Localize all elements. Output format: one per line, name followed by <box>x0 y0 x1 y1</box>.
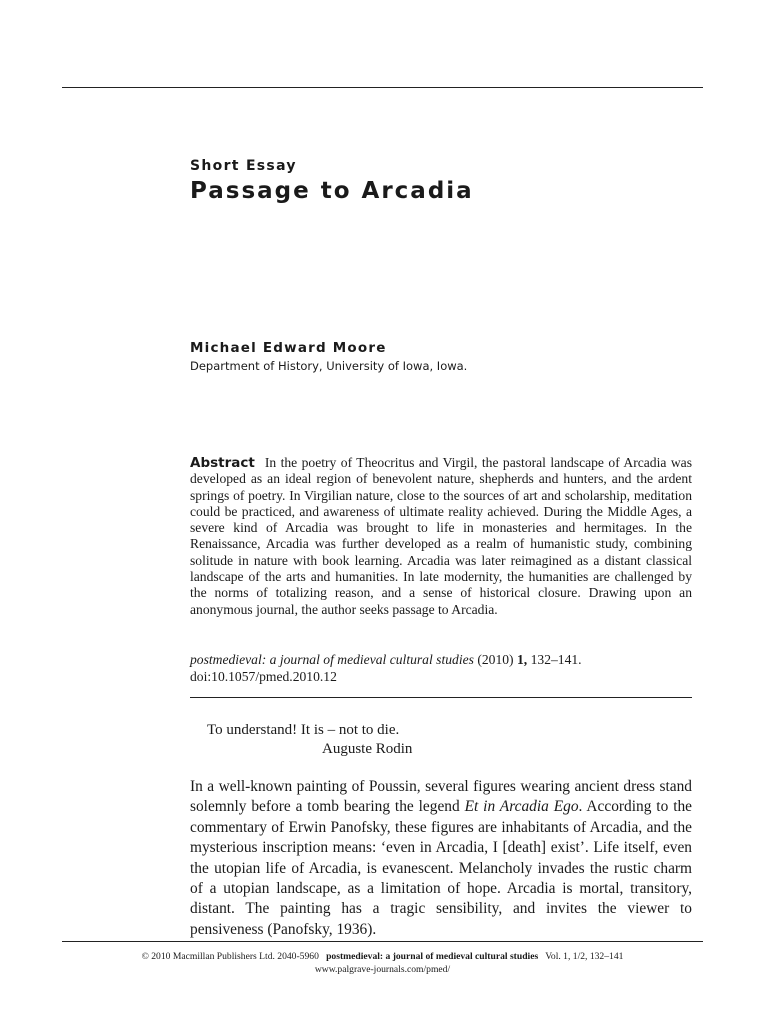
abstract-divider <box>190 697 692 698</box>
citation-year: (2010) <box>477 652 514 667</box>
citation-pages: 132–141. <box>530 652 582 667</box>
citation-volume: 1, <box>516 652 528 667</box>
citation-journal: postmedieval: a journal of medieval cultural studies <box>190 652 474 667</box>
author-affiliation: Department of History, University of Iowa, Iowa. <box>190 359 468 373</box>
section-label: Short Essay <box>190 158 297 174</box>
author-name: Michael Edward Moore <box>190 340 387 356</box>
painting-legend: Et in Arcadia Ego <box>464 798 579 816</box>
abstract-label: Abstract <box>190 455 255 471</box>
body-text-part-1: In a well-known painting of Poussin, several figures wearing ancient dress stand solemnly before a tomb bearing the legend <box>190 778 692 816</box>
body-paragraph <box>190 777 692 940</box>
page-footer <box>62 951 703 976</box>
article-title: Passage to Arcadia <box>190 178 474 204</box>
epigraph-attribution: Auguste Rodin <box>322 741 413 757</box>
abstract-text: In the poetry of Theocritus and Virgil, the pastoral landscape of Arcadia was developed as an ideal region of benevolent nature, shepherds and hunters, and the ardent springs of poetry. In Virgilian nature, close to the sources of art and scholarship, meditation could be practiced, and awareness of ultimate reality achieved. During the Middle Ages, a severe kind of Arcadia was brought to life in monasteries and hermitages. In the Renaissance, Arcadia was further developed as a realm of humanistic study, combining solitude in nature with book learning. Arcadia was later reimagined as a distant classical landscape of the arts and humanities. In late modernity, the humanities are challenged by the norms of totalizing reason, and a sense of historical closure. Drawing upon an anonymous journal, the author seeks passage to Arcadia. <box>190 455 692 617</box>
body-text-part-2: . According to the commentary of Erwin Panofsky, these figures are inhabitants of Arcadia, and the mysterious inscription means: ‘even in Arcadia, I [death] exist’. Life itself, even the utopian life of Arcadia, is evanescent. Melancholy invades the rustic charm of a utopian landscape, as a limitation of hope. Arcadia is mortal, transitory, distant. The painting has a tragic sensibility, and invites the viewer to pensiveness (Panofsky, 1936). <box>190 798 692 938</box>
footer-volume: Vol. 1, 1/2, 132–141 <box>545 951 624 962</box>
citation-doi[interactable]: doi:10.1057/pmed.2010.12 <box>190 668 337 684</box>
citation <box>190 652 692 685</box>
footer-url[interactable]: www.palgrave-journals.com/pmed/ <box>314 963 451 975</box>
footer-rule <box>62 941 703 942</box>
footer-copyright: © 2010 Macmillan Publishers Ltd. 2040-5960 <box>141 951 319 962</box>
header-rule <box>62 87 703 88</box>
footer-journal: postmedieval: a journal of medieval cultural studies <box>326 951 539 962</box>
epigraph-quote: To understand! It is – not to die. <box>207 722 400 738</box>
abstract <box>190 455 692 618</box>
